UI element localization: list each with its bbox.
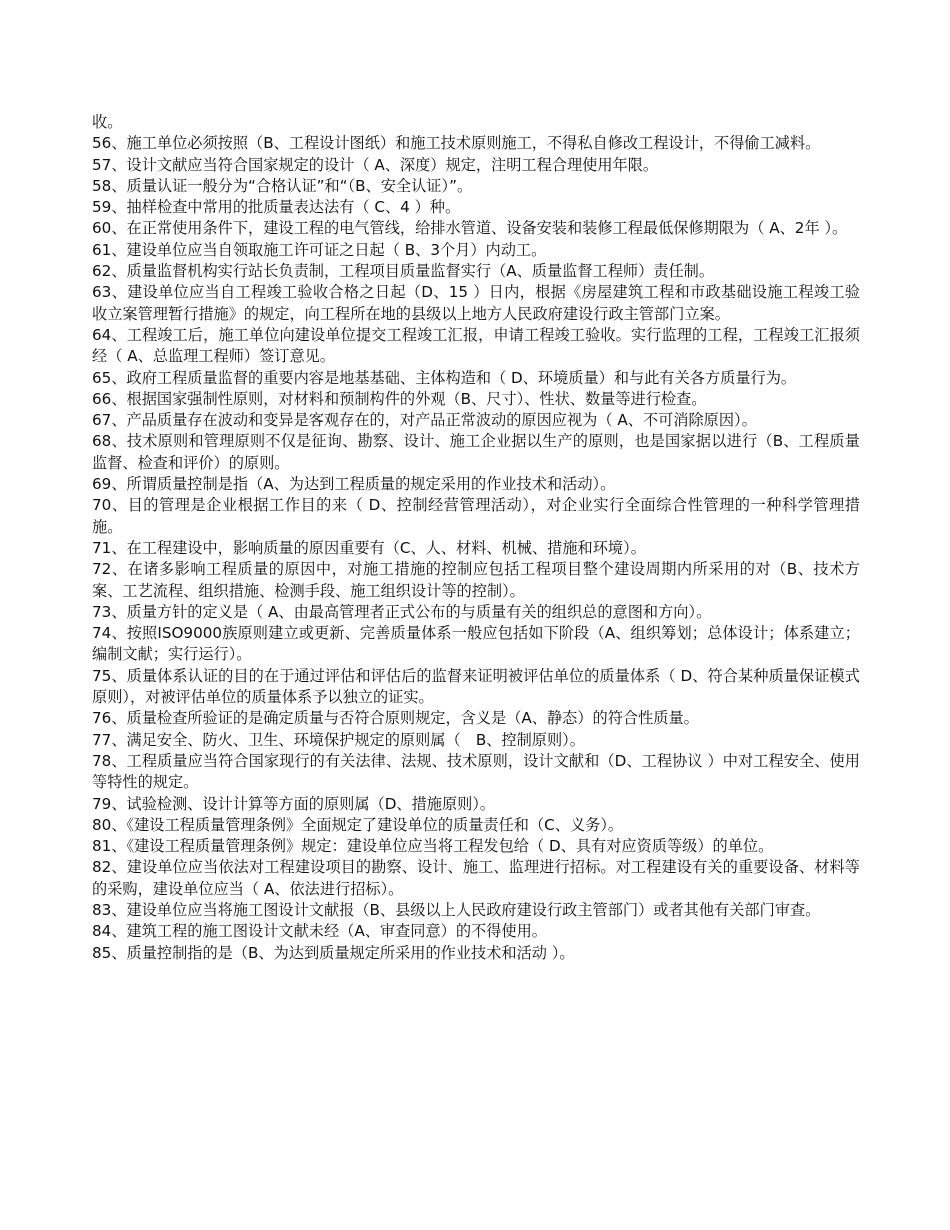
- question-paragraph: 75、质量体系认证的目的在于通过评估和评估后的监督来证明被评估单位的质量体系（ D、符合某种质量保证模式原则），对被评估单位的质量体系予以独立的证实。: [92, 666, 860, 707]
- question-paragraph: 56、施工单位必须按照（B、工程设计图纸）和施工技术原则施工，不得私自修改工程设计，不得偷工减料。: [92, 134, 821, 153]
- question-paragraph: 58、质量认证一般分为“合格认证”和“（B、安全认证）”。: [92, 176, 473, 195]
- question-paragraph: 77、满足安全、防火、卫生、环境保护规定的原则属（ B、控制原则）。: [92, 730, 585, 749]
- question-paragraph: 79、试验检测、设计计算等方面的原则属（D、措施原则）。: [92, 794, 496, 813]
- question-paragraph: 67、产品质量存在波动和变异是客观存在的，对产品正常波动的原因应视为（ A、不可消除原因）。: [92, 411, 757, 430]
- question-paragraph: 78、工程质量应当符合国家现行的有关法律、法规、技术原则，设计文献和（D、工程协议 ）中对工程安全、使用等特性的规定。: [92, 751, 860, 792]
- question-paragraph: 72、在诸多影响工程质量的原因中，对施工措施的控制应包括工程项目整个建设周期内所采用的对（B、技术方案、工艺流程、组织措施、检测手段、施工组织设计等的控制）。: [92, 560, 860, 600]
- question-paragraph: 61、建设单位应当自领取施工许可证之日起（ B、3个月）内动工。: [92, 240, 547, 259]
- question-paragraph: 收。: [92, 113, 123, 131]
- document-body: [92, 112, 860, 964]
- question-paragraph: 62、质量监督机构实行站长负责制，工程项目质量监督实行（A、质量监督工程师）责任制。: [92, 262, 715, 281]
- question-paragraph: 69、所谓质量控制是指（A、为达到工程质量的规定采用的作业技术和活动）。: [92, 475, 616, 494]
- question-paragraph: 59、抽样检查中常用的批质量表达法有（ C、4 ）种。: [92, 198, 461, 217]
- question-paragraph: 57、设计文献应当符合国家规定的设计（ A、深度）规定，注明工程合理使用年限。: [92, 155, 659, 174]
- question-paragraph: 81、《建设工程质量管理条例》规定：建设单位应当将工程发包给（ D、具有对应资质等级）的单位。: [92, 837, 774, 856]
- question-paragraph: 80、《建设工程质量管理条例》全面规定了建设单位的质量责任和（C、义务）。: [92, 815, 624, 834]
- question-paragraph: 82、建设单位应当依法对工程建设项目的勘察、设计、施工、监理进行招标。对工程建设有关的重要设备、材料等的采购，建设单位应当（ A、依法进行招标）。: [92, 858, 860, 898]
- question-paragraph: 68、技术原则和管理原则不仅是征询、勘察、设计、施工企业据以生产的原则，也是国家据以进行（B、工程质量监督、检查和评价）的原则。: [92, 432, 860, 472]
- question-paragraph: 66、根据国家强制性原则，对材料和预制构件的外观（B、尺寸）、性状、数量等进行检查。: [92, 389, 707, 408]
- question-paragraph: 73、质量方针的定义是（ A、由最高管理者正式公布的与质量有关的组织总的意图和方向）。: [92, 602, 712, 621]
- question-paragraph: 70、目的管理是企业根据工作目的来（ D、控制经营管理活动），对企业实行全面综合性管理的一种科学管理措施。: [92, 496, 860, 536]
- question-paragraph: 64、工程竣工后，施工单位向建设单位提交工程竣工汇报，申请工程竣工验收。实行监理的工程，工程竣工汇报须经（ A、总监理工程师）签订意见。: [92, 325, 860, 366]
- question-paragraph: 63、建设单位应当自工程竣工验收合格之日起（D、15 ）日内，根据《房屋建筑工程和市政基础设施工程竣工验收立案管理暂行措施》的规定，向工程所在地的县级以上地方人民政府建设行政主管部门立案。: [92, 283, 860, 323]
- question-paragraph: 74、按照ISO9000族原则建立或更新、完善质量体系一般应包括如下阶段（A、组织筹划；总体设计；体系建立；编制文献；实行运行）。: [92, 624, 860, 664]
- question-paragraph: 76、质量检查所验证的是确定质量与否符合原则规定，含义是（A、静态）的符合性质量。: [92, 709, 699, 728]
- question-paragraph: 65、政府工程质量监督的重要内容是地基基础、主体构造和（ D、环境质量）和与此有关各方质量行为。: [92, 368, 797, 387]
- question-paragraph: 84、建筑工程的施工图设计文献未经（A、审查同意）的不得使用。: [92, 922, 547, 941]
- question-paragraph: 71、在工程建设中，影响质量的原因重要有（C、人、材料、机械、措施和环境）。: [92, 538, 646, 557]
- question-paragraph: 85、质量控制指的是（B、为达到质量规定所采用的作业技术和活动 ）。: [92, 943, 575, 962]
- question-paragraph: 60、在正常使用条件下，建设工程的电气管线，给排水管道、设备安装和装修工程最低保修期限为（ A、2年 ）。: [92, 219, 848, 238]
- question-paragraph: 83、建设单位应当将施工图设计文献报（B、县级以上人民政府建设行政主管部门）或者其他有关部门审查。: [92, 900, 821, 919]
